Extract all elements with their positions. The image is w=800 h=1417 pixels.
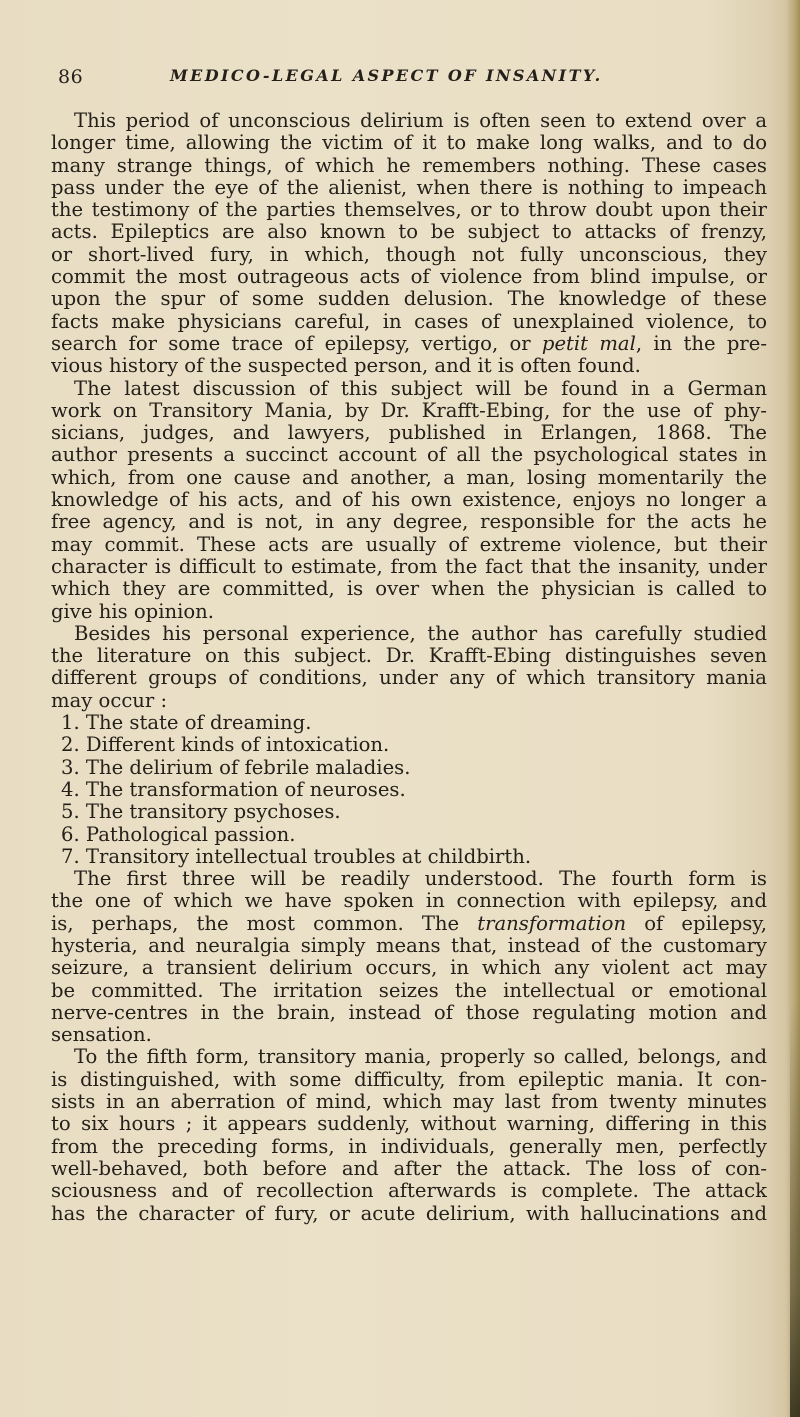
- text-line: This period of unconscious delirium is often seen to extend over a: [74, 110, 767, 132]
- text-line: from the preceding forms, in individuals, generally men, perfectly: [51, 1135, 767, 1158]
- text-line: well-behaved, both before and after the attack. The loss of con-: [51, 1157, 767, 1180]
- page-body: [51, 110, 767, 1225]
- text-line: The latest discussion of this subject will be found in a German: [74, 377, 767, 400]
- text-line: longer time, allowing the victim of it to make long walks, and to do: [51, 132, 767, 155]
- page-edge-dark-shadow: [790, 1000, 800, 1417]
- text-line: many strange things, of which he remembers nothing. These cases: [51, 154, 767, 177]
- text-line: work on Transitory Mania, by Dr. Krafft-Ebing, for the use of phy-: [51, 399, 767, 422]
- text-line: facts make physicians careful, in cases of unexplained violence, to: [51, 310, 767, 333]
- text-line: the literature on this subject. Dr. Krafft-Ebing distinguishes seven: [51, 645, 767, 668]
- text-line: the one of which we have spoken in connection with epilepsy, and: [51, 890, 767, 913]
- text-run: search for some trace of epilepsy, vertigo, or: [51, 332, 542, 355]
- text-run: , in the pre-: [635, 332, 767, 355]
- text-line: may occur :: [51, 689, 168, 712]
- text-line: [51, 333, 767, 355]
- text-line: sicians, judges, and lawyers, published in Erlangen, 1868. The: [51, 422, 767, 445]
- text-line: the testimony of the parties themselves, or to throw doubt upon their: [51, 199, 767, 222]
- text-run: of epilepsy,: [626, 912, 767, 935]
- text-line: upon the spur of some sudden delusion. The knowledge of these: [51, 288, 767, 311]
- list-item: 7. Transitory intellectual troubles at childbirth.: [61, 845, 532, 868]
- list-item: 1. The state of dreaming.: [61, 712, 312, 735]
- page-number: 86: [58, 66, 84, 88]
- text-line: different groups of conditions, under any of which transitory mania: [51, 667, 767, 690]
- text-line: character is difficult to estimate, from the fact that the insanity, under: [51, 555, 767, 578]
- text-line: seizure, a transient delirium occurs, in which any violent act may: [51, 957, 767, 980]
- list-item: 5. The transitory psychoses.: [61, 801, 341, 824]
- text-line: may commit. These acts are usually of extreme violence, but their: [51, 533, 767, 556]
- text-line: acts. Epileptics are also known to be subject to attacks of frenzy,: [51, 221, 767, 244]
- text-line: is distinguished, with some difficulty, from epileptic mania. It con-: [51, 1068, 767, 1091]
- italic-phrase: petit mal: [541, 332, 636, 355]
- list-item: 3. The delirium of febrile maladies.: [61, 756, 411, 779]
- text-line: sensation.: [51, 1024, 152, 1047]
- text-line: vious history of the suspected person, and it is often found.: [51, 355, 641, 378]
- list-item: 6. Pathological passion.: [61, 823, 296, 846]
- text-line: be committed. The irritation seizes the intellectual or emotional: [51, 979, 767, 1002]
- text-line: Besides his personal experience, the author has carefully studied: [74, 622, 767, 645]
- text-line: The first three will be readily understood. The fourth form is: [74, 868, 767, 891]
- text-line: nerve-centres in the brain, instead of those regulating motion and: [51, 1001, 767, 1024]
- text-line: To the fifth form, transitory mania, properly so called, belongs, and: [74, 1046, 767, 1069]
- text-line: hysteria, and neuralgia simply means that, instead of the customary: [51, 934, 767, 957]
- text-line: or short-lived fury, in which, though not fully unconscious, they: [51, 243, 767, 266]
- list-item: 2. Different kinds of intoxication.: [61, 734, 390, 757]
- text-line: knowledge of his acts, and of his own existence, enjoys no longer a: [51, 489, 767, 512]
- text-line: sciousness and of recollection afterwards is complete. The attack: [51, 1180, 767, 1203]
- text-line: author presents a succinct account of all the psychological states in: [51, 444, 767, 467]
- text-run: is, perhaps, the most common. The: [51, 912, 478, 935]
- page-header: [58, 66, 758, 90]
- list-item: 4. The transformation of neuroses.: [61, 778, 406, 801]
- text-line: commit the most outrageous acts of violence from blind impulse, or: [51, 266, 767, 289]
- text-line: which they are committed, is over when the physician is called to: [51, 578, 767, 601]
- running-title: MEDICO-LEGAL ASPECT OF INSANITY.: [170, 66, 603, 85]
- text-line: free agency, and is not, in any degree, responsible for the acts he: [51, 511, 767, 534]
- text-line: sists in an aberration of mind, which may last from twenty minutes: [51, 1091, 767, 1114]
- text-line: which, from one cause and another, a man, losing momentarily the: [51, 466, 767, 489]
- italic-phrase: transformation: [477, 912, 627, 935]
- text-line: pass under the eye of the alienist, when there is nothing to impeach: [51, 176, 767, 199]
- text-line: give his opinion.: [51, 600, 215, 623]
- text-line: to six hours ; it appears suddenly, without warning, differing in this: [51, 1113, 767, 1136]
- text-line: has the character of fury, or acute delirium, with hallucinations and: [51, 1202, 767, 1225]
- text-line: [51, 913, 767, 935]
